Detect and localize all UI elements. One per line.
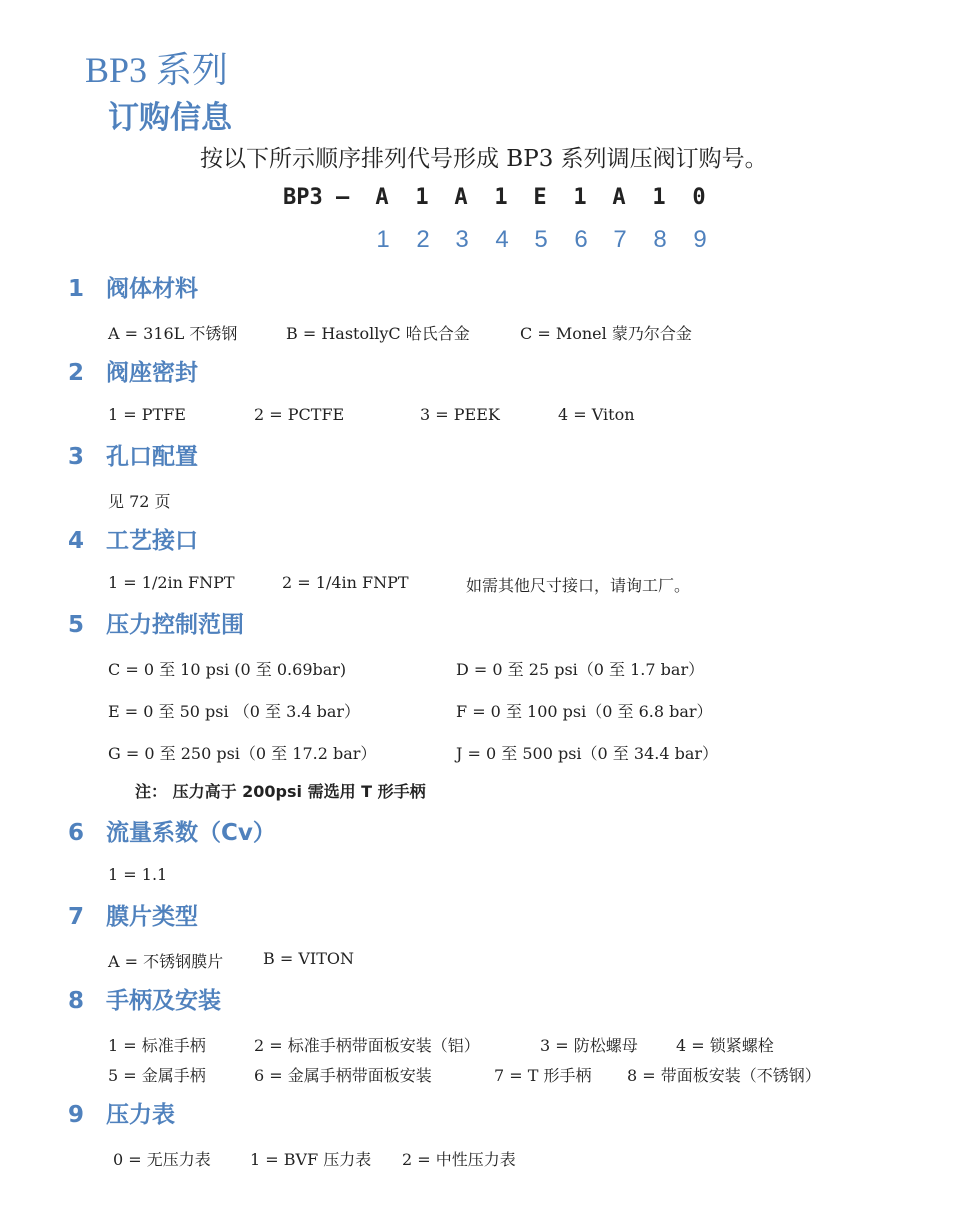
- option-item: F = 0 至 100 psi（0 至 6.8 bar）: [456, 702, 713, 721]
- position-number: 7: [613, 226, 627, 253]
- code-char: 1: [415, 185, 429, 210]
- option-item: 1 = 1/2in FNPT: [108, 573, 235, 592]
- section-number: 9: [68, 1102, 85, 1128]
- section-heading-pressure-range: [68, 606, 244, 639]
- position-number: 2: [416, 226, 430, 253]
- section-title: 压力表: [106, 1102, 175, 1128]
- code-char: 0: [692, 185, 706, 210]
- option-item: C = Monel 蒙乃尔合金: [520, 324, 692, 343]
- intro-text: 按以下所示顺序排列代号形成 BP3 系列调压阀订购号。: [200, 146, 768, 172]
- code-char: 1: [573, 185, 587, 210]
- option-item: B = HastollyC 哈氏合金: [286, 324, 470, 343]
- section-title: 压力控制范围: [106, 612, 244, 638]
- section-heading-orifice-config: [68, 438, 198, 471]
- option-item: 0 = 无压力表: [113, 1150, 211, 1169]
- option-item: 8 = 带面板安装（不锈钢）: [627, 1066, 821, 1085]
- option-item: 2 = PCTFE: [254, 405, 345, 424]
- option-item: 4 = Viton: [558, 405, 635, 424]
- option-item: 3 = PEEK: [420, 405, 500, 424]
- option-item: 1 = 1.1: [108, 865, 168, 884]
- code-char: E: [533, 185, 547, 210]
- code-char: A: [612, 185, 626, 210]
- series-title: BP3 系列: [85, 50, 229, 90]
- position-number: 5: [534, 226, 548, 253]
- section-number: 7: [68, 904, 85, 930]
- section-number: 2: [68, 360, 85, 386]
- option-note: 如需其他尺寸接口，请询工厂。: [466, 576, 691, 595]
- section-title: 孔口配置: [106, 444, 198, 470]
- section-heading-seat-seal: [68, 354, 198, 387]
- option-item: 1 = BVF 压力表: [250, 1150, 372, 1169]
- section-heading-pressure-gauge: [68, 1096, 175, 1129]
- section-heading-body-material: [68, 270, 198, 303]
- section-title: 流量系数（Cv）: [106, 820, 276, 846]
- position-number: 3: [455, 226, 469, 253]
- section-title: 阀座密封: [106, 360, 198, 386]
- option-item: 6 = 金属手柄带面板安装: [254, 1066, 432, 1085]
- option-item: 2 = 标准手柄带面板安装（铝）: [254, 1036, 480, 1055]
- option-item: A = 316L 不锈钢: [108, 324, 238, 343]
- code-prefix: BP3 —: [283, 185, 350, 210]
- option-item: 见 72 页: [108, 492, 171, 511]
- option-item: 7 = T 形手柄: [494, 1066, 592, 1085]
- option-item: 3 = 防松螺母: [540, 1036, 638, 1055]
- section-heading-diaphragm-type: [68, 898, 198, 931]
- section-title: 膜片类型: [106, 904, 198, 930]
- option-item: 4 = 锁紧螺栓: [676, 1036, 774, 1055]
- section-number: 8: [68, 988, 85, 1014]
- section-number: 3: [68, 444, 85, 470]
- option-item: D = 0 至 25 psi（0 至 1.7 bar）: [456, 660, 705, 679]
- option-item: 1 = 标准手柄: [108, 1036, 206, 1055]
- option-item: C = 0 至 10 psi (0 至 0.69bar): [108, 660, 347, 679]
- option-item: 1 = PTFE: [108, 405, 186, 424]
- position-number: 4: [495, 226, 509, 253]
- section-number: 5: [68, 612, 85, 638]
- option-item: 2 = 中性压力表: [402, 1150, 516, 1169]
- section-number: 4: [68, 528, 85, 554]
- section-heading-process-port: [68, 522, 198, 555]
- section-heading-handle-mounting: [68, 982, 221, 1015]
- code-char: 1: [652, 185, 666, 210]
- section-number: 1: [68, 276, 85, 302]
- option-item: 2 = 1/4in FNPT: [282, 573, 409, 592]
- position-number: 1: [376, 226, 390, 253]
- option-item: J = 0 至 500 psi（0 至 34.4 bar）: [456, 744, 719, 763]
- page-subtitle: 订购信息: [108, 100, 232, 136]
- position-number: 9: [693, 226, 707, 253]
- code-char: A: [454, 185, 468, 210]
- section-title: 工艺接口: [106, 528, 198, 554]
- option-item: E = 0 至 50 psi （0 至 3.4 bar）: [108, 702, 361, 721]
- section-heading-flow-coefficient: [68, 814, 276, 847]
- section-title: 阀体材料: [106, 276, 198, 302]
- position-number: 8: [653, 226, 667, 253]
- code-char: 1: [494, 185, 508, 210]
- option-item: G = 0 至 250 psi（0 至 17.2 bar）: [108, 744, 377, 763]
- code-char: A: [375, 185, 389, 210]
- option-item: A = 不锈钢膜片: [108, 952, 224, 971]
- section-title: 手柄及安装: [106, 988, 221, 1014]
- position-number: 6: [574, 226, 588, 253]
- option-item: 5 = 金属手柄: [108, 1066, 206, 1085]
- pressure-note: 注： 压力高于 200psi 需选用 T 形手柄: [135, 782, 426, 801]
- section-number: 6: [68, 820, 85, 846]
- option-item: B = VITON: [263, 949, 354, 968]
